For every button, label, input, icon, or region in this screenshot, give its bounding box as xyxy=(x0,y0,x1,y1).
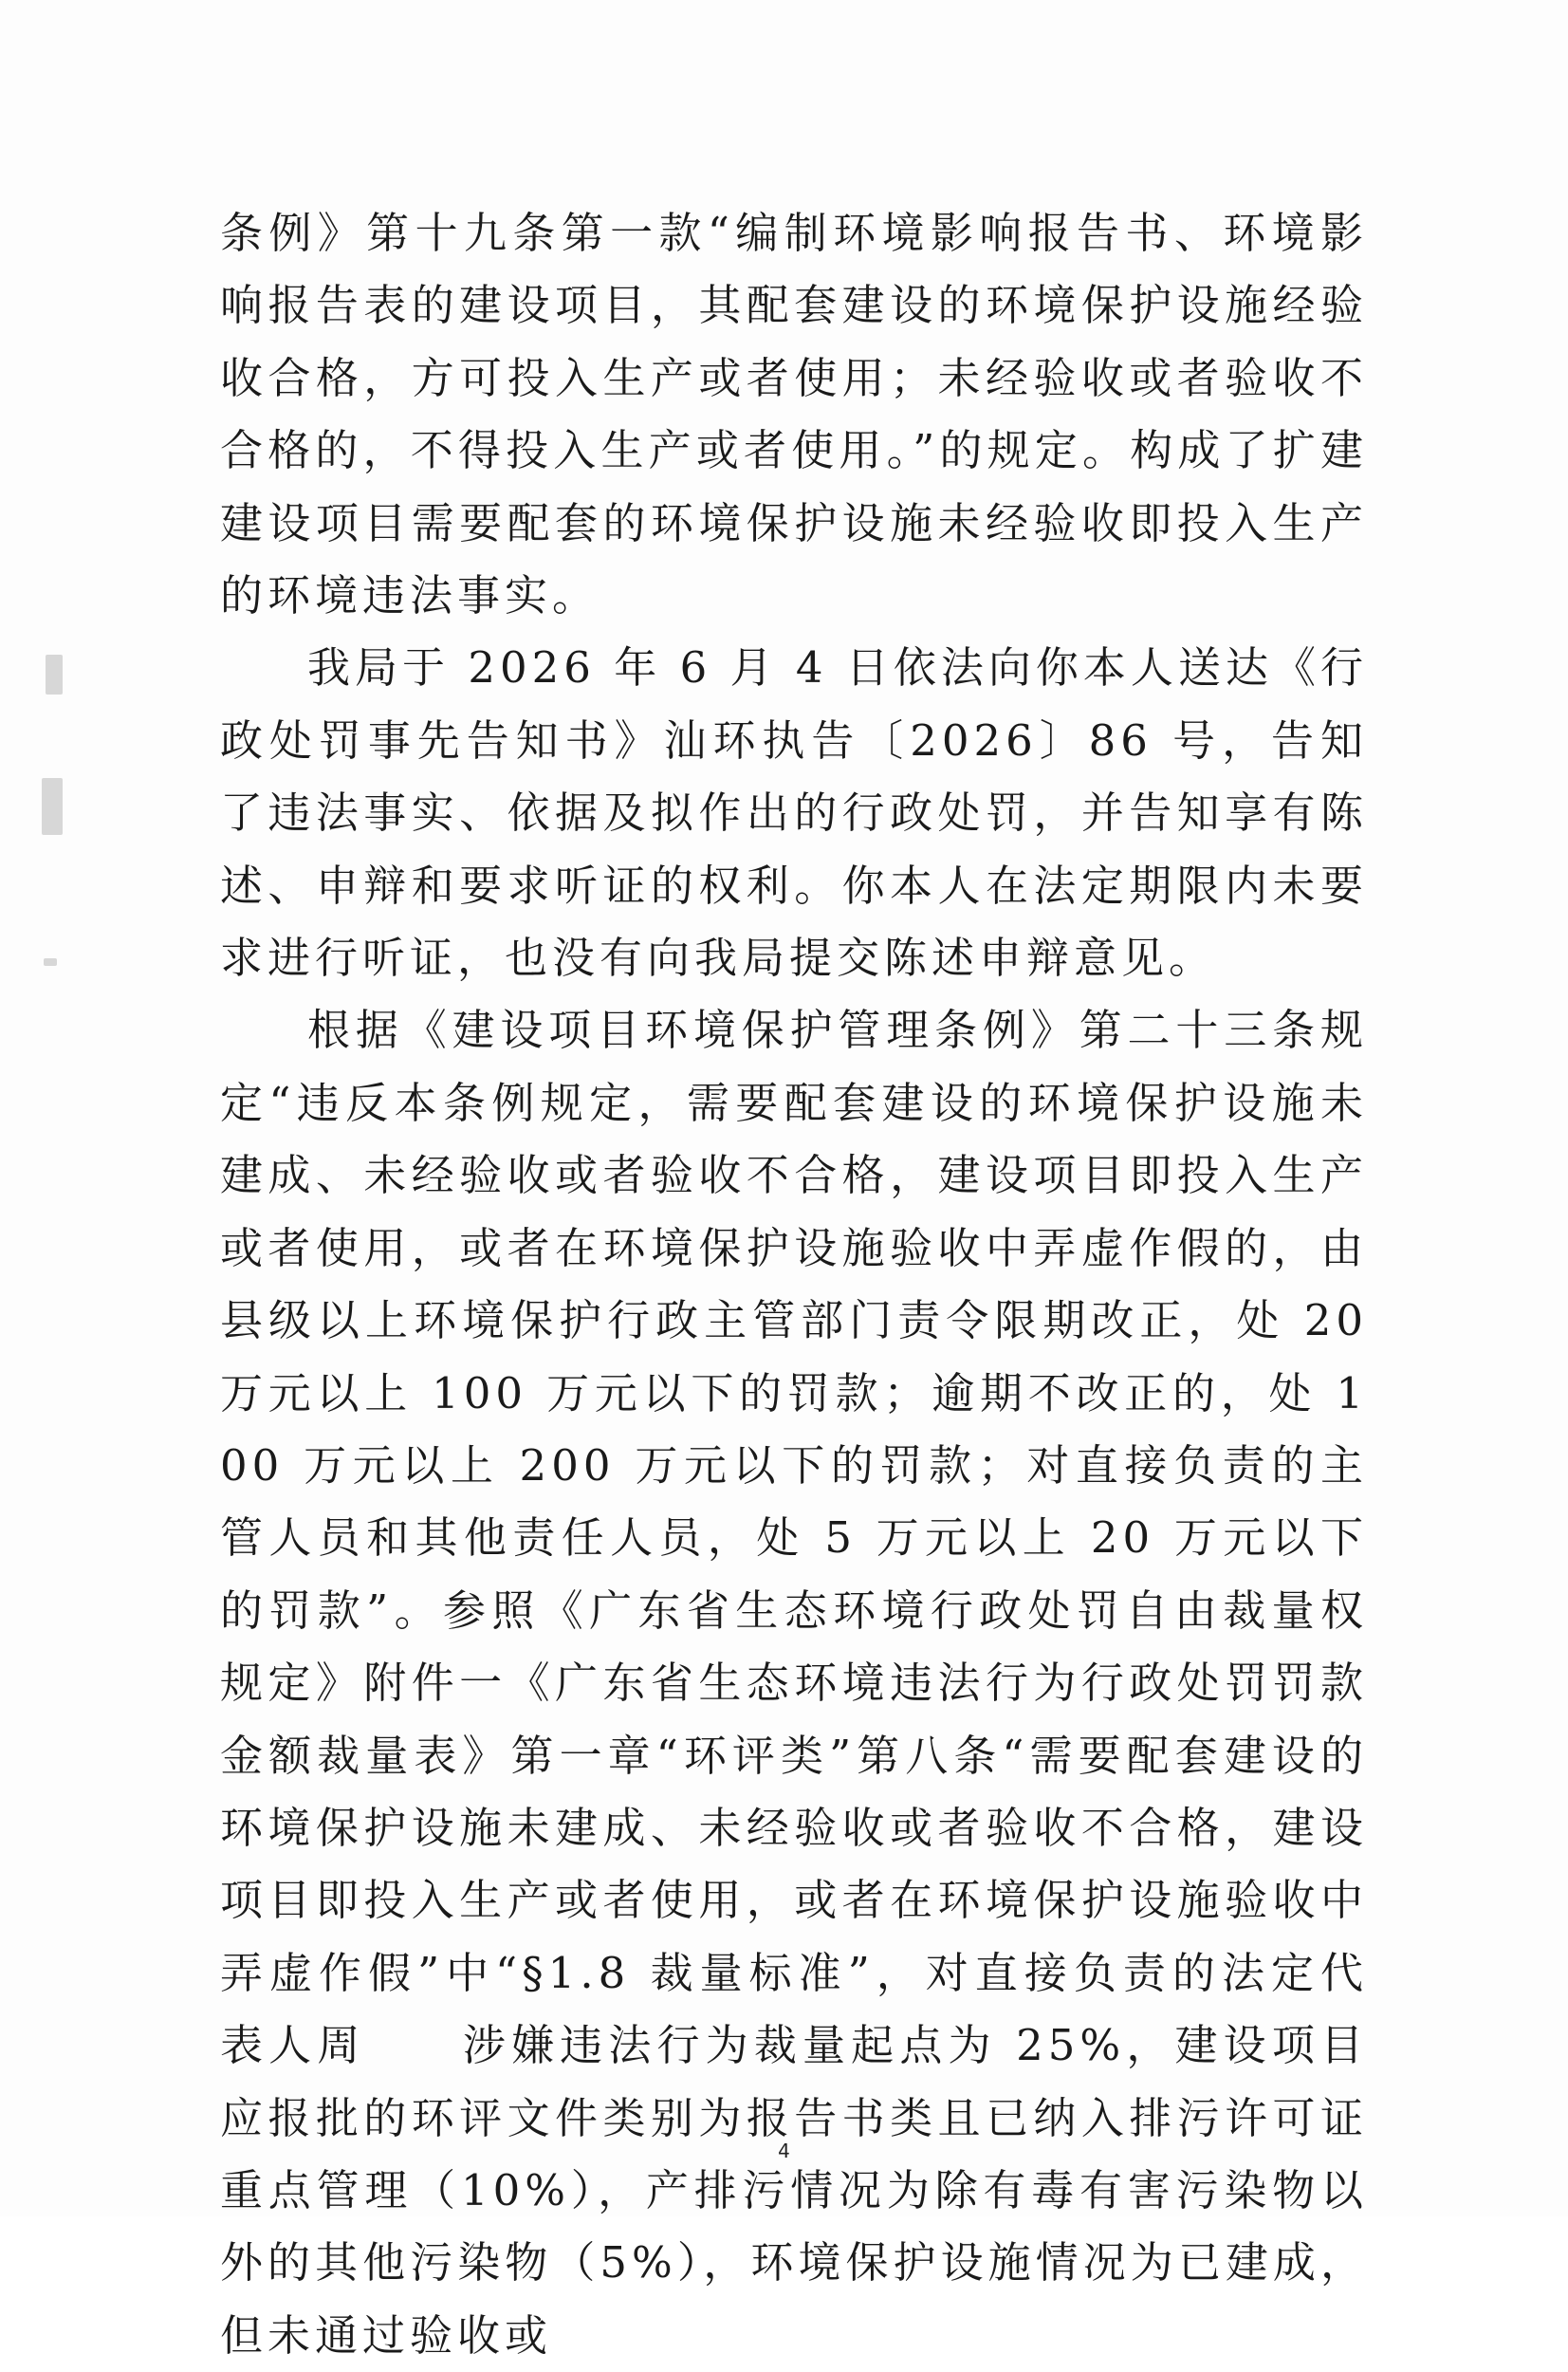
paragraph-continuation: 条例》第十九条第一款“编制环境影响报告书、环境影响报告表的建设项目，其配套建设的环境保护设施经验收合格，方可投入生产或者使用；未经验收或者验收不合格的，不得投入生产或者使用。”的规定。构成了扩建建设项目需要配套的环境保护设施未经验收即投入生产的环境违法事实。 xyxy=(220,208,1368,621)
scan-artifact xyxy=(46,655,63,695)
body-text xyxy=(220,197,1368,2372)
paragraph-legal-basis: 根据《建设项目环境保护管理条例》第二十三条规定“违反本条例规定，需要配套建设的环境保护设施未建成、未经验收或者验收不合格，建设项目即投入生产或者使用，或者在环境保护设施验收中弄虚作假的，由县级以上环境保护行政主管部门责令限期改正，处 20 万元以上 100 万元以下的罚款；逾期不改正的，处 100 万元以上 200 万元以下的罚款；对直接负责的主管人员和其他责任人员，处 5 万元以上 20 万元以下的罚款”。参照《广东省生态环境行政处罚自由裁量权规定》附件一《广东省生态环境违法行为行政处罚罚款金额裁量表》第一章“环评类”第八条“需要配套建设的环境保护设施未建成、未经验收或者验收不合格，建设项目即投入生产或者使用，或者在环境保护设施验收中弄虚作假”中“§1.8 裁量标准”，对直接负责的法定代表人周 涉嫌违法行为裁量起点为 25%，建设项目应报批的环评文件类别为报告书类且已纳入排污许可证重点管理（10%），产排污情况为除有毒有害污染物以外的其他污染物（5%），环境保护设施情况为已建成，但未通过验收或 xyxy=(220,1005,1368,2361)
paragraph-notice-served: 我局于 2026 年 6 月 4 日依法向你本人送达《行政处罚事先告知书》汕环执告〔2026〕86 号，告知了违法事实、依据及拟作出的行政处罚，并告知享有陈述、申辩和要求听证的权利。你本人在法定期限内未要求进行听证，也没有向我局提交陈述申辩意见。 xyxy=(220,642,1368,984)
scan-artifact xyxy=(44,958,57,966)
page-number: 4 xyxy=(778,2140,790,2162)
scan-artifact xyxy=(42,778,63,835)
